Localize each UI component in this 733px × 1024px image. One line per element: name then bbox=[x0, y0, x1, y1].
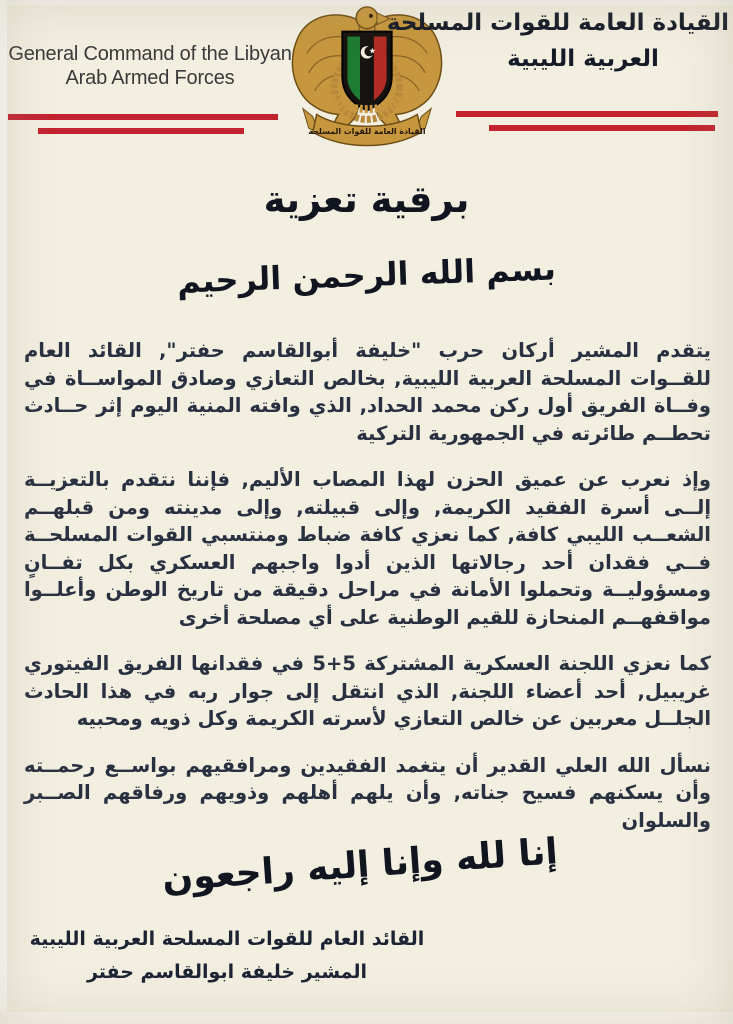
letterhead-arabic-line1: القيادة العامة للقوات المسلحة bbox=[386, 10, 729, 36]
paragraph-2: وإذ نعرب عن عميق الحزن لهذا المصاب الأليم, فإننا نتقدم بالتعزيــة إلــى أسرة الفقيد الكريمة, وإلى قبيلته, وإلى مدينته ومن قبلهــم الشعــب الليبي كافة, كما نعزي كافة ضباط ومنتسبي القوات المسلحــة فــي فقدان أحد رجالاتها الذين أدوا واجبهم العسكري بكل تفــانٍ ومسؤوليــة وتحملوا الأمانة في مراحل دقيقة من تاريخ الوطن وأعلــوا مواقفهــم المنحازة للقيم الوطنية على أي مصلحة أخرى bbox=[24, 468, 711, 629]
emblem-banner-text: القيادة العامة للقوات المسلحة bbox=[308, 127, 426, 137]
document-title: برقية تعزية bbox=[263, 178, 470, 221]
telegram-body bbox=[24, 337, 711, 853]
letterhead-english-title bbox=[8, 42, 292, 91]
scan-edge-bottom bbox=[0, 1012, 733, 1024]
header-divider-right-top bbox=[456, 111, 718, 117]
istirja-calligraphy: إنا لله وإنا إليه راجعون bbox=[160, 831, 560, 900]
basmala-calligraphy: بسم الله الرحمن الرحيم bbox=[176, 249, 557, 301]
signature-name: المشير خليفة ابوالقاسم حفتر bbox=[86, 961, 368, 983]
letterhead-english-line2: Arab Armed Forces bbox=[65, 67, 235, 90]
header-divider-right-bottom bbox=[489, 125, 715, 131]
letterhead-english-line1: General Command of the Libyan bbox=[8, 43, 292, 65]
header-divider-left-bottom bbox=[38, 128, 244, 134]
paragraph-1: يتقدم المشير أركان حرب "خليفة أبوالقاسم حفتر", القائد العام للقــوات المسلحة العربية الليبية, بخالص التعازي وصادق المواســاة في وفــاة الفريق أول ركن محمد الحداد, الذي وافته المنية اليوم إثر حــادث تحطــم طائرته في الجمهورية التركية bbox=[24, 339, 711, 445]
paragraph-4: نسأل الله العلي القدير أن يتغمد الفقيدين ومرافقيهم بواســع رحمــته وأن يسكنهم فسيح جناته, وأن يلهم أهلهم وذويهم ورفاقهم الصــبر والسلوان bbox=[24, 753, 711, 832]
letterhead-arabic-line2: العربية الليبية bbox=[507, 46, 659, 72]
paragraph-3: كما نعزي اللجنة العسكرية المشتركة 5+5 في فقدانها الفريق الفيتوري غريبيل, أحد أعضاء اللجنة, الذي انتقل إلى جوار ربه في هذا الحادث الجلــل معربين عن خالص التعازي لأسرته الكريمة وكل ذويه ومحبيه bbox=[24, 652, 711, 730]
signature-title: القائد العام للقوات المسلحة العربية الليبية bbox=[29, 928, 425, 950]
eagle-head bbox=[356, 7, 378, 29]
eagle-eye bbox=[369, 14, 373, 18]
letterhead-arabic-title bbox=[386, 10, 729, 72]
signature-block bbox=[20, 928, 434, 983]
scan-edge-left bbox=[0, 0, 7, 1024]
header-divider-left-top bbox=[8, 114, 278, 120]
